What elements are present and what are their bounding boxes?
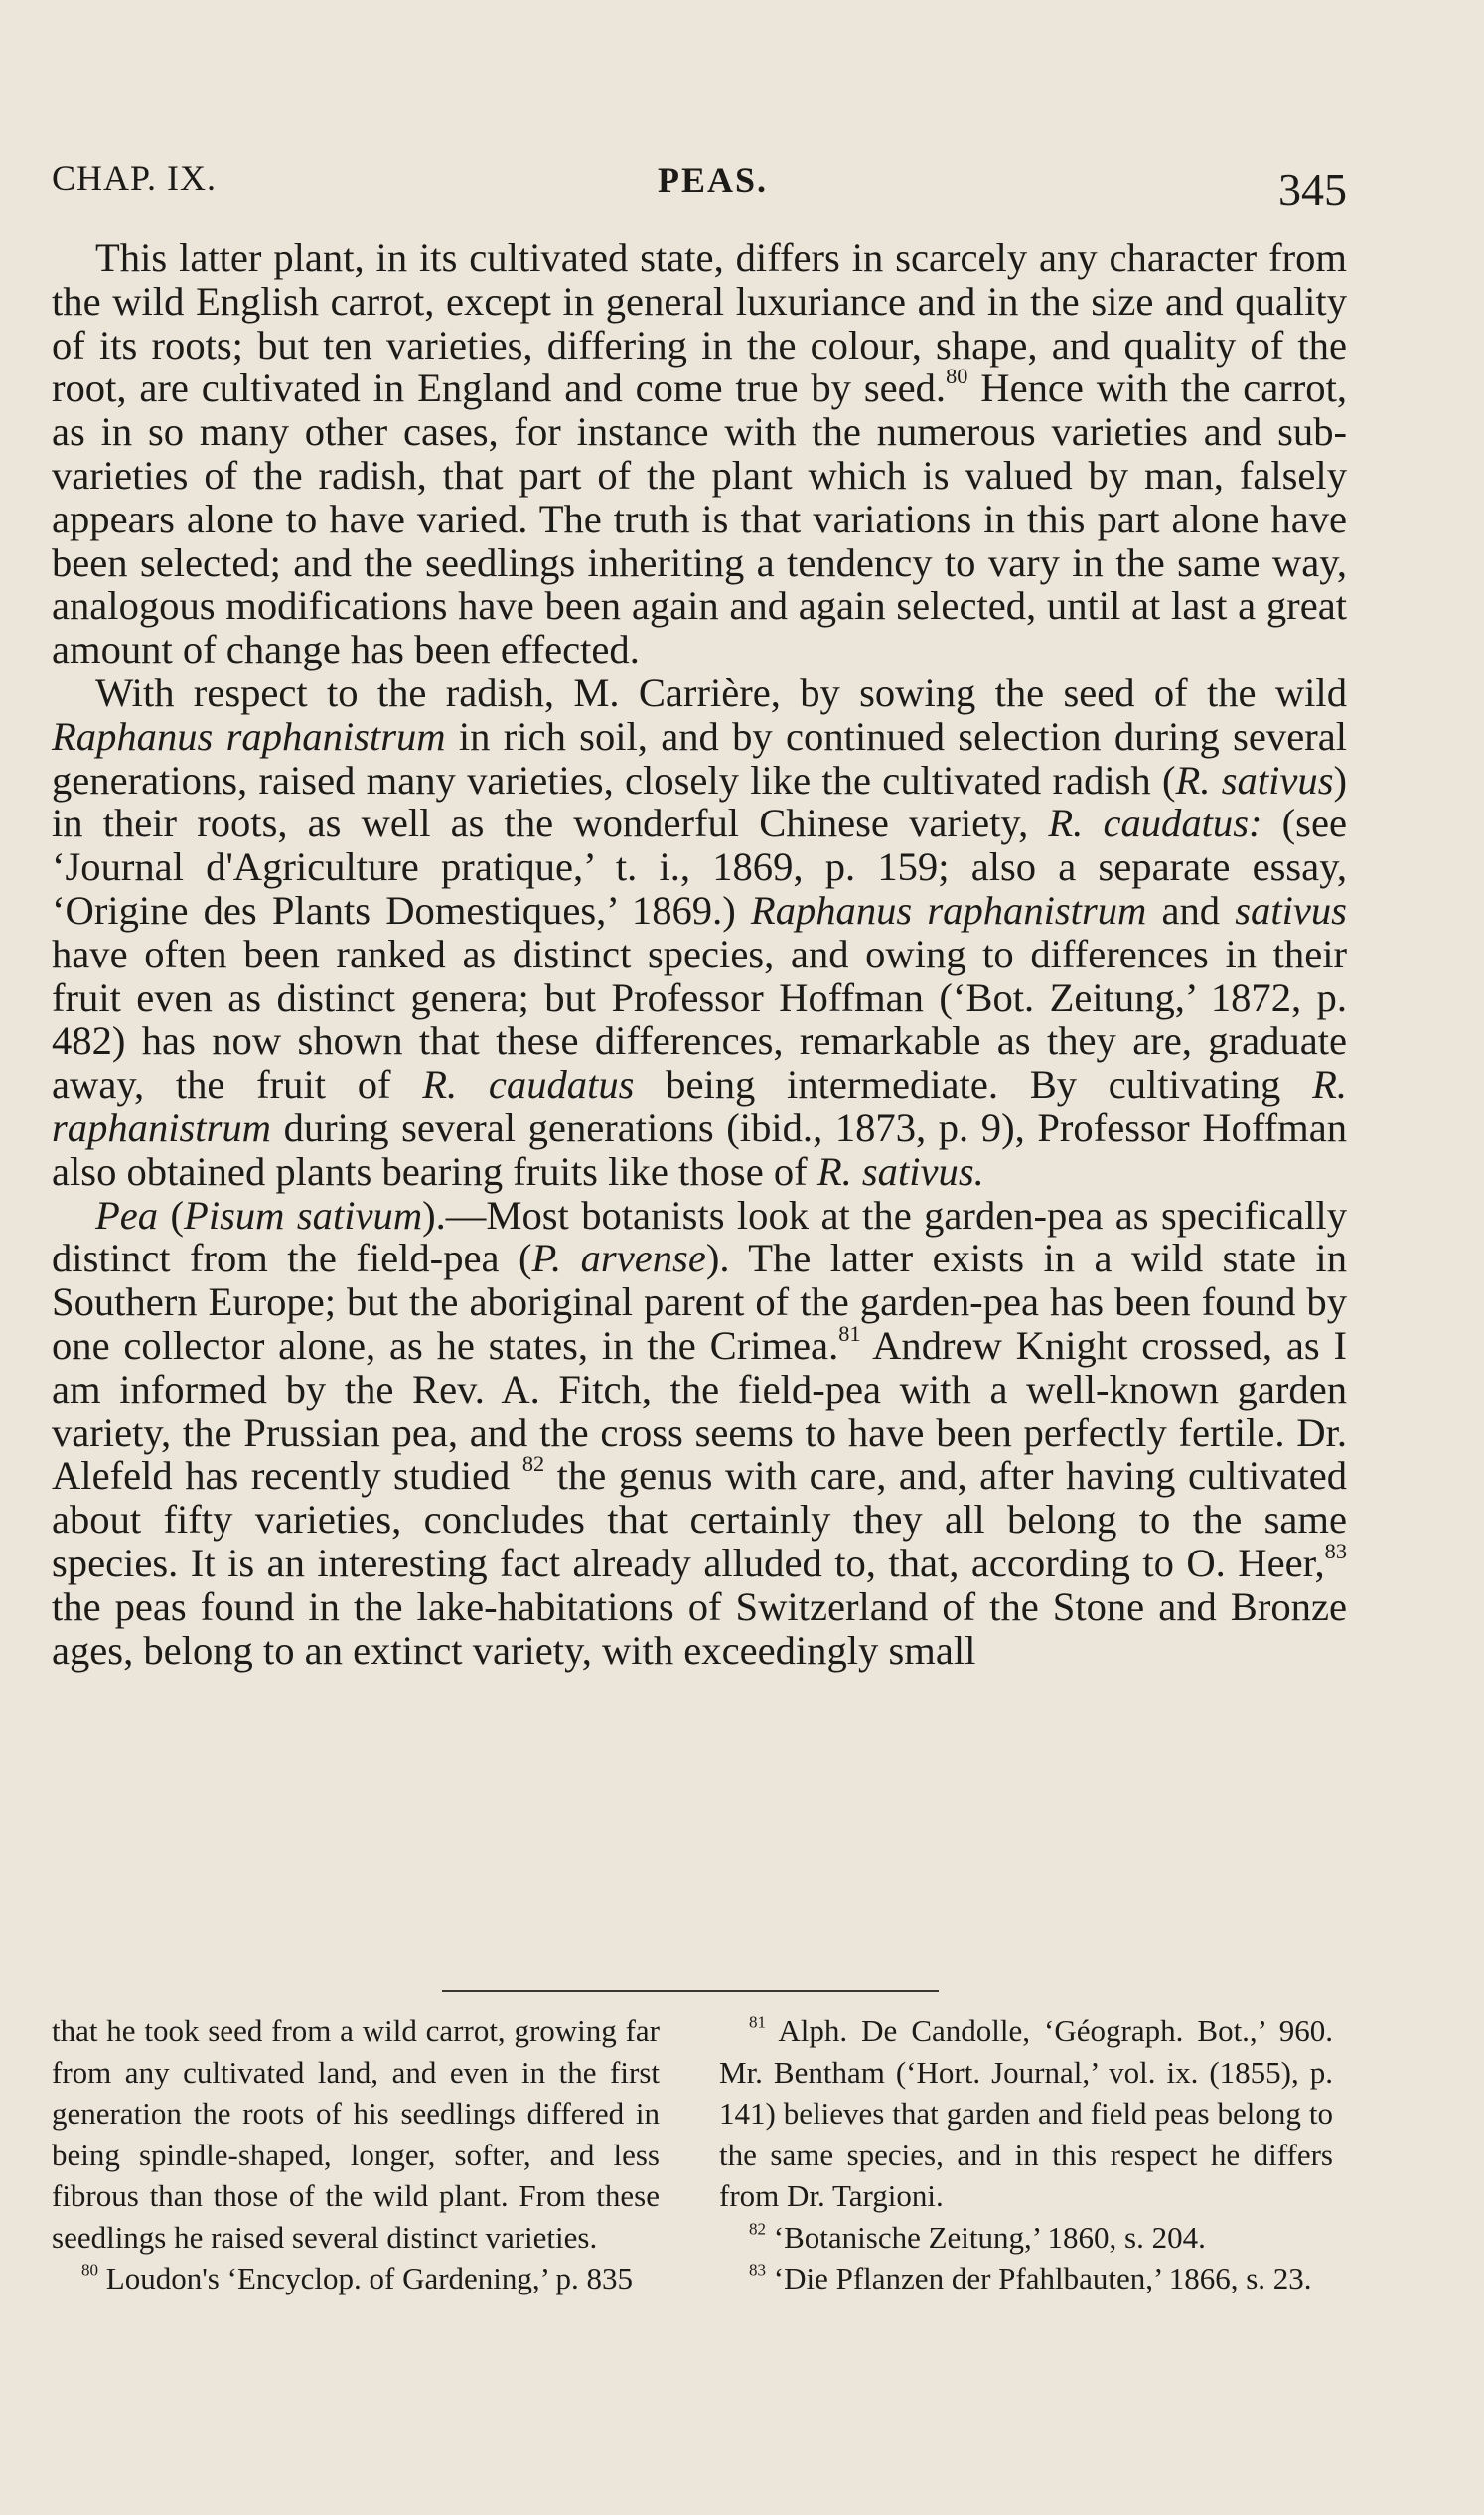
footnote-marker: 83: [1324, 1539, 1347, 1564]
body-paragraph: [52, 1194, 1347, 1673]
text-run: This latter plant, in its cultivated state, differs in scarcely any character from the wild English carrot, except in general luxuriance and in the size and quality of its roots; but ten varieties, differing in the colour, shape, and quality of the root, are cultivated in England and come true by seed.: [52, 235, 1347, 411]
footnote: [52, 2258, 660, 2299]
italic-text: Raphanus raphanistrum: [52, 713, 446, 759]
text-run: have often been ranked as distinct species, and owing to differences in their fruit even as distinct genera; but Professor Hoffman (‘Bot. Zeitung,’ 1872, p. 482) has now shown that these differences, remarkable as they are, graduate away, the fruit of: [52, 931, 1347, 1108]
footnote-marker: 83: [749, 2260, 767, 2280]
italic-text: R. sativus: [1175, 757, 1334, 803]
page-number: 345: [1278, 164, 1347, 215]
footnote-marker: 80: [81, 2260, 99, 2280]
text-run: ‘Botanische Zeitung,’ 1860, s. 204.: [766, 2219, 1206, 2255]
footnote-marker: 80: [946, 364, 968, 389]
footnote-marker: 81: [749, 2012, 767, 2032]
text-run: the peas found in the lake-habitations of Switzerland of the Stone and Bronze ages, belong to an extinct variety, with exceedingly small: [52, 1583, 1347, 1673]
italic-text: Pea: [95, 1192, 159, 1238]
text-run: Loudon's ‘Encyclop. of Gardening,’ p. 835: [98, 2261, 633, 2295]
text-run: Hence with the carrot, as in so many other cases, for instance with the numerous varieties and sub-varieties of the radish, that part of the plant which is valued by man, falsely appears alone to have varied. The truth is that variations in this part alone have been selected; and the seedlings inheriting a tendency to vary in the same way, analogous modifications have been again and again selected, until at last a great amount of change has been effected.: [52, 366, 1347, 672]
italic-text: P. arvense: [531, 1236, 706, 1281]
footnote: [719, 2258, 1333, 2299]
footnote: [719, 2010, 1333, 2217]
body-paragraph: [52, 236, 1347, 671]
text-run: ).—Most botanists look at the garden-pea as specifically distinct from the field-pea (: [52, 1192, 1347, 1281]
footnote-marker: 82: [521, 1451, 545, 1477]
text-run: ‘Die Pflanzen der Pfahlbauten,’ 1866, s. 23.: [766, 2261, 1312, 2295]
italic-text: R. sativus.: [816, 1148, 984, 1194]
footnote: [719, 2217, 1333, 2259]
footnotes-left-column: [52, 2010, 660, 2299]
running-header: [52, 149, 1347, 219]
text-run: in rich soil, and by continued selection during several generations, raised many varieties, closely like the cultivated radish (: [52, 713, 1348, 803]
footnotes-right-column: [719, 2010, 1333, 2299]
text-run: the genus with care, and, after having cultivated about fifty varieties, concludes that certainly they all belong to the same species. It is an interesting fact already alluded to, that, according to O. Heer,: [52, 1453, 1348, 1585]
italic-text: R. raphanistrum: [52, 1062, 1347, 1150]
footnote-marker: 82: [749, 2218, 767, 2238]
text-run: during several generations (ibid., 1873, p. 9), Professor Hoffman also obtained plants bearing fruits like those of: [52, 1105, 1347, 1194]
text-run: (see ‘Journal d'Agriculture pratique,’ t. i., 1869, p. 159; also a separate essay, ‘Origine des Plants Domestiques,’ 1869.): [52, 801, 1347, 933]
italic-text: sativus: [1235, 887, 1347, 933]
text-run: being intermediate. By cultivating: [634, 1062, 1313, 1108]
text-run: (: [158, 1192, 185, 1238]
chapter-label: CHAP. IX.: [52, 158, 218, 198]
italic-text: R. caudatus:: [1048, 801, 1262, 846]
text-run: ) in their roots, as well as the wonderful Chinese variety,: [52, 757, 1347, 846]
footnote-marker: 81: [838, 1321, 861, 1347]
text-run: that he took seed from a wild carrot, growing far from any cultivated land, and even in the first generation the roots of his seedlings differed in being spindle-shaped, longer, softer, and less fibrous than those of the wild plant. From these seedlings he raised several distinct varieties.: [52, 2013, 660, 2255]
running-title: PEAS.: [658, 160, 769, 200]
footnote-separator: [442, 1990, 939, 1992]
italic-text: R. caudatus: [422, 1062, 635, 1108]
italic-text: Raphanus raphanistrum: [750, 887, 1147, 933]
footnote: [52, 2010, 660, 2258]
text-run: and: [1146, 887, 1236, 933]
text-run: ). The latter exists in a wild state in Southern Europe; but the aboriginal parent of the garden-pea has been found by one collector alone, as he states, in the Crimea.: [52, 1236, 1347, 1368]
text-run: Alph. De Candolle, ‘Géograph. Bot.,’ 960. Mr. Bentham (‘Hort. Journal,’ vol. ix. (1855), p. 141) believes that garden and field peas belong to the same species, and in this respect he differs from Dr. Targioni.: [719, 2013, 1333, 2213]
italic-text: Pisum sativum: [184, 1192, 423, 1238]
body-text: [52, 236, 1347, 1672]
text-run: With respect to the radish, M. Carrière, by sowing the seed of the wild: [95, 669, 1347, 715]
text-run: Andrew Knight crossed, as I am informed by the Rev. A. Fitch, the field-pea with a well-known garden variety, the Prussian pea, and the cross seems to have been perfectly fertile. Dr. Alefeld has recently studied: [52, 1322, 1347, 1499]
body-paragraph: [52, 671, 1347, 1194]
